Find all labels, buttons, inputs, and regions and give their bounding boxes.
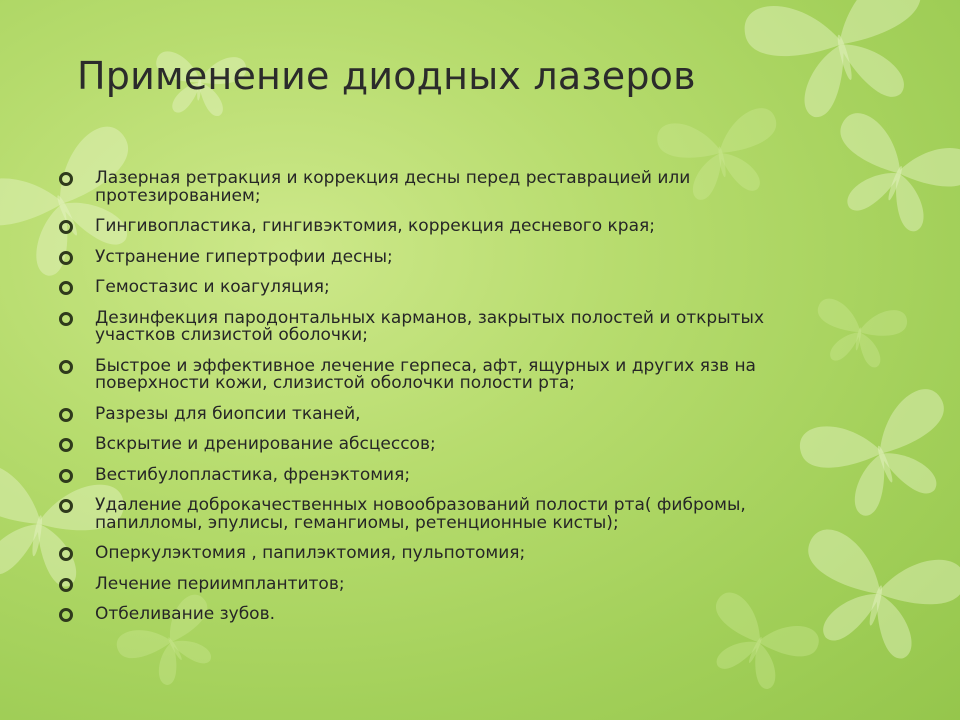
circle-bullet-icon xyxy=(59,578,73,592)
list-item xyxy=(57,573,827,594)
bullet-list xyxy=(57,170,827,637)
circle-bullet-icon xyxy=(59,547,73,561)
list-item xyxy=(57,545,827,563)
list-item xyxy=(57,606,827,624)
list-item xyxy=(57,170,827,205)
butterfly-shape xyxy=(739,0,945,130)
list-item-text: Лечение периимплантитов; xyxy=(95,573,345,594)
list-item-text: Быстрое и эффективное лечение герпеса, афт, ящурных и других язв на поверхности кожи, слизистой оболочки полости рта; xyxy=(95,355,756,393)
circle-bullet-icon xyxy=(59,312,73,326)
butterfly-shape xyxy=(816,108,960,244)
list-item xyxy=(57,497,827,532)
circle-bullet-icon xyxy=(59,408,73,422)
list-item-text: Вскрытие и дренирование абсцессов; xyxy=(95,434,436,454)
list-item-text: Гемостазис и коагуляция; xyxy=(95,277,330,297)
circle-bullet-icon xyxy=(59,220,73,234)
circle-bullet-icon xyxy=(59,469,73,483)
list-item-text: Вестибулопластика, френэктомия; xyxy=(95,464,411,485)
list-item-text: Отбеливание зубов. xyxy=(95,604,276,624)
list-item xyxy=(57,307,827,345)
list-item xyxy=(57,403,827,424)
circle-bullet-icon xyxy=(59,172,73,186)
list-item-text: Удаление доброкачественных новообразований полости рта( фибромы, папилломы, эпулисы, гемангиомы, ретенционные кисты); xyxy=(95,495,746,533)
circle-bullet-icon xyxy=(59,281,73,295)
list-item-text: Гингивопластика, гингивэктомия, коррекция десневого края; xyxy=(95,216,655,236)
circle-bullet-icon xyxy=(59,438,73,452)
list-item-text: Оперкулэктомия , папилэктомия, пульпотомия; xyxy=(95,543,526,563)
list-item-text: Лазерная ретракция и коррекция десны перед реставрацией или протезированием; xyxy=(95,168,691,206)
list-item-text: Дезинфекция пародонтальных карманов, закрытых полостей и открытых участков слизистой оболочки; xyxy=(95,307,765,345)
list-item xyxy=(57,464,827,485)
circle-bullet-icon xyxy=(59,608,73,622)
list-item xyxy=(57,279,827,297)
list-item-text: Разрезы для биопсии тканей, xyxy=(95,403,361,424)
circle-bullet-icon xyxy=(59,360,73,374)
list-item-text: Устранение гипертрофии десны; xyxy=(95,246,393,267)
list-item xyxy=(57,246,827,267)
circle-bullet-icon xyxy=(59,499,73,513)
list-item xyxy=(57,218,827,236)
list-item xyxy=(57,355,827,393)
circle-bullet-icon xyxy=(59,251,73,265)
slide-title: Применение диодных лазеров xyxy=(77,54,696,98)
list-item xyxy=(57,436,827,454)
